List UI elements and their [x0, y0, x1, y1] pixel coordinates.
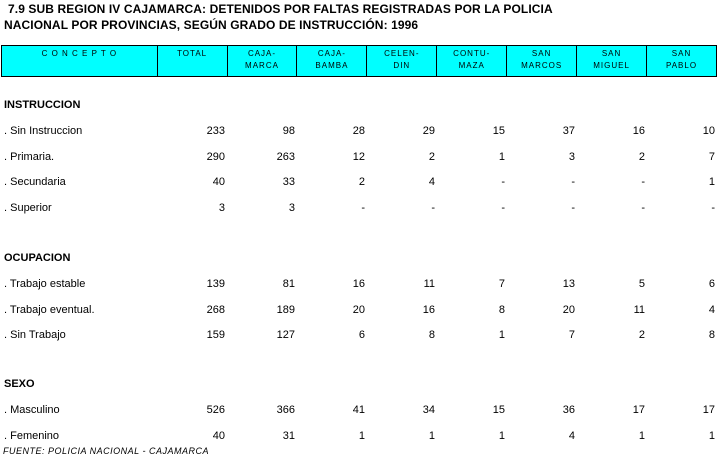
section-label: OCUPACION	[4, 252, 71, 264]
header-san-marcos: SAN MARCOS	[507, 46, 577, 77]
cell-san-marcos: 7	[568, 329, 575, 341]
cell-san-pablo: 6	[708, 278, 715, 290]
row-label: . Trabajo estable	[4, 278, 86, 290]
cell-contumaza: 15	[492, 125, 505, 137]
cell-san-marcos: 36	[562, 404, 575, 416]
cell-cajabamba: 2	[358, 176, 365, 188]
cell-celendin: -	[431, 202, 435, 214]
cell-celendin: 8	[428, 329, 435, 341]
cell-san-miguel: -	[641, 176, 645, 188]
cell-cajamarca: 98	[282, 125, 295, 137]
cell-cajabamba: 6	[358, 329, 365, 341]
cell-total: 159	[206, 329, 225, 341]
cell-cajamarca: 81	[282, 278, 295, 290]
cell-san-marcos: 37	[562, 125, 575, 137]
cell-cajamarca: 189	[276, 304, 295, 316]
cell-celendin: 1	[428, 430, 435, 442]
row-label: . Secundaria	[4, 176, 66, 188]
cell-san-marcos: 20	[562, 304, 575, 316]
cell-san-marcos: -	[571, 176, 575, 188]
cell-contumaza: -	[501, 202, 505, 214]
row-label: . Primaria.	[4, 151, 55, 163]
cell-cajamarca: 33	[282, 176, 295, 188]
cell-celendin: 16	[422, 304, 435, 316]
cell-contumaza: 1	[498, 430, 505, 442]
cell-total: 268	[206, 304, 225, 316]
cell-contumaza: 15	[492, 404, 505, 416]
cell-san-pablo: 1	[708, 430, 715, 442]
cell-san-pablo: 10	[702, 125, 715, 137]
cell-total: 233	[206, 125, 225, 137]
cell-san-miguel: 1	[638, 430, 645, 442]
header-cajabamba: CAJA- BAMBA	[297, 46, 367, 77]
cell-san-miguel: 16	[632, 125, 645, 137]
cell-cajabamba: -	[361, 202, 365, 214]
cell-total: 526	[206, 404, 225, 416]
cell-san-miguel: 5	[638, 278, 645, 290]
cell-contumaza: 7	[498, 278, 505, 290]
cell-cajamarca: 263	[276, 151, 295, 163]
cell-cajabamba: 1	[358, 430, 365, 442]
cell-san-pablo: 7	[708, 151, 715, 163]
cell-san-pablo: -	[711, 202, 715, 214]
header-san-miguel: SAN MIGUEL	[577, 46, 647, 77]
cell-san-miguel: 11	[633, 304, 645, 316]
cell-san-miguel: 2	[638, 151, 645, 163]
title-line-1: 7.9 SUB REGION IV CAJAMARCA: DETENIDOS POR FALTAS REGISTRADAS POR LA POLICIA	[8, 2, 553, 16]
row-label: . Trabajo eventual.	[4, 304, 95, 316]
section-label: SEXO	[4, 378, 35, 390]
cell-san-marcos: -	[571, 202, 575, 214]
cell-total: 290	[206, 151, 225, 163]
cell-contumaza: 1	[498, 151, 505, 163]
header-cajamarca: CAJA- MARCA	[227, 46, 297, 77]
row-label: . Femenino	[4, 430, 60, 442]
cell-san-pablo: 8	[708, 329, 715, 341]
section-label: INSTRUCCION	[4, 99, 81, 111]
cell-san-miguel: 2	[638, 329, 645, 341]
header-san-pablo: SAN PABLO	[647, 46, 717, 77]
cell-cajamarca: 366	[276, 404, 295, 416]
cell-celendin: 29	[422, 125, 435, 137]
row-label: . Masculino	[4, 404, 60, 416]
header-concepto: C O N C E P T O	[2, 46, 158, 77]
header-celendin: CELEN- DIN	[367, 46, 437, 77]
cell-celendin: 2	[428, 151, 435, 163]
cell-cajabamba: 20	[352, 304, 365, 316]
column-header-row	[1, 45, 717, 77]
cell-total: 40	[212, 430, 225, 442]
cell-total: 3	[218, 202, 225, 214]
cell-contumaza: 8	[498, 304, 505, 316]
cell-san-pablo: 4	[708, 304, 715, 316]
cell-san-pablo: 1	[708, 176, 715, 188]
cell-san-marcos: 3	[568, 151, 575, 163]
cell-cajabamba: 16	[352, 278, 365, 290]
row-label: . Sin Instruccion	[4, 125, 83, 137]
source-note: FUENTE: POLICIA NACIONAL - CAJAMARCA	[3, 446, 210, 456]
cell-celendin: 4	[428, 176, 435, 188]
cell-cajamarca: 3	[288, 202, 295, 214]
table-title	[4, 1, 553, 33]
cell-cajabamba: 28	[352, 125, 365, 137]
cell-contumaza: -	[501, 176, 505, 188]
cell-san-miguel: 17	[632, 404, 645, 416]
cell-contumaza: 1	[498, 329, 505, 341]
row-label: . Superior	[4, 202, 52, 214]
cell-san-pablo: 17	[702, 404, 715, 416]
cell-cajabamba: 12	[352, 151, 365, 163]
header-total: TOTAL	[157, 46, 227, 77]
cell-cajamarca: 127	[276, 329, 295, 341]
row-label: . Sin Trabajo	[4, 329, 66, 341]
cell-san-marcos: 13	[562, 278, 575, 290]
cell-san-marcos: 4	[568, 430, 575, 442]
cell-san-miguel: -	[641, 202, 645, 214]
cell-total: 139	[206, 278, 225, 290]
header-contumaza: CONTU- MAZA	[437, 46, 507, 77]
cell-celendin: 34	[422, 404, 435, 416]
cell-cajabamba: 41	[352, 404, 365, 416]
cell-cajamarca: 31	[282, 430, 295, 442]
title-line-2: NACIONAL POR PROVINCIAS, SEGÚN GRADO DE INSTRUCCIÓN: 1996	[4, 18, 419, 32]
cell-total: 40	[212, 176, 225, 188]
cell-celendin: 11	[423, 278, 435, 290]
